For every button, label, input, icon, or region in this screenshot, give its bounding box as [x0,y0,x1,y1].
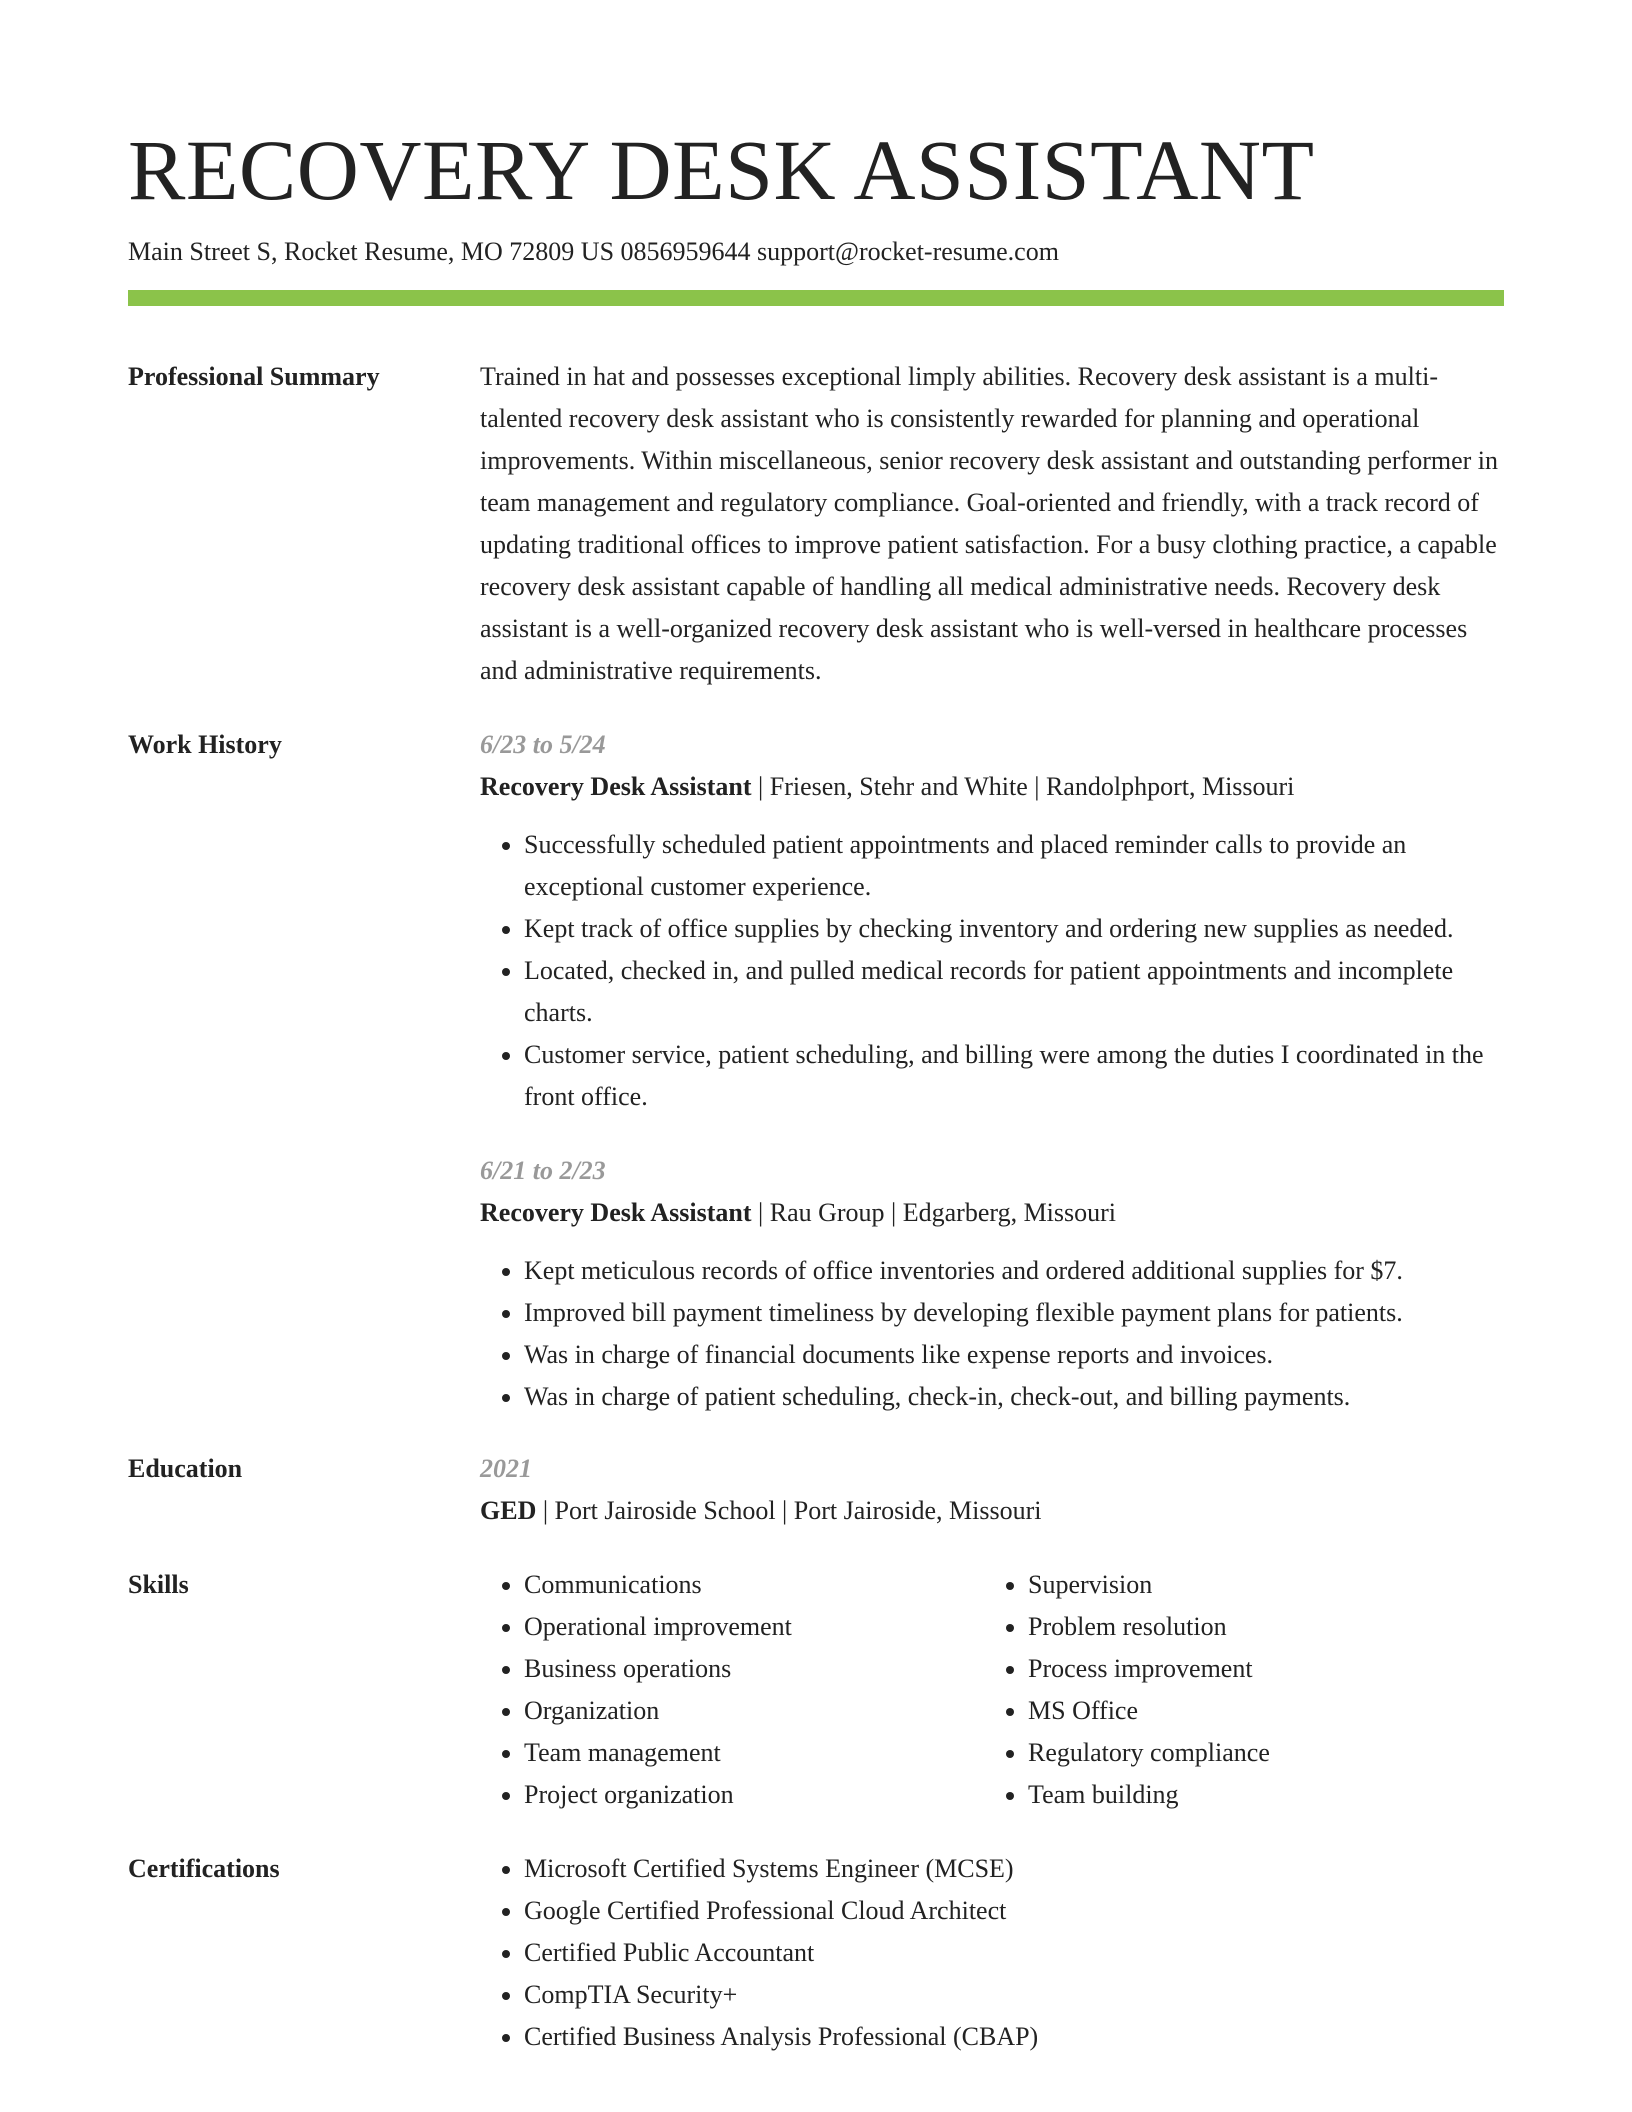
skill-item: • Supervision [1028,1564,1484,1606]
certifications-section [128,1848,1504,2058]
job-title: Recovery Desk Assistant [480,1198,752,1227]
skill-item: • Problem resolution [1028,1606,1484,1648]
education-label: Education [128,1454,243,1483]
job-bullet: • Customer service, patient scheduling, and billing were among the duties I coordinated in the front office. [524,1034,1504,1118]
contact-line: Main Street S, Rocket Resume, MO 72809 US 0856959644 support@rocket-resume.com [128,237,1059,266]
job-details: | Rau Group | Edgarberg, Missouri [751,1198,1117,1227]
skill-item: • Organization [524,1690,984,1732]
work-history-label: Work History [128,730,282,759]
certification-item: • CompTIA Security+ [524,1974,1504,2016]
summary-label: Professional Summary [128,362,380,391]
work-history-body [480,724,1504,1418]
job-entry [480,1150,1504,1418]
skill-item: • Team building [1028,1774,1484,1816]
job-dates: 6/21 to 2/23 [480,1156,606,1185]
job-bullet: • Was in charge of patient scheduling, check-in, check-out, and billing payments. [524,1376,1504,1418]
summary-text: Trained in hat and possesses exceptional limply abilities. Recovery desk assistant is a multi-talented recovery desk assistant who is consistently rewarded for planning and operational improvements. Within miscellaneous, senior recovery desk assistant and outstanding performer in team management and regulatory compliance. Goal-oriented and friendly, with a track record of updating traditional offices to improve patient satisfaction. For a busy clothing practice, a capable recovery desk assistant capable of handling all medical administrative needs. Recovery desk assistant is a well-organized recovery desk assistant who is well-versed in healthcare processes and administrative requirements. [480,362,1499,685]
certifications-list [480,1848,1504,2058]
skill-item: • Communications [524,1564,984,1606]
job-bullet: • Kept meticulous records of office inventories and ordered additional supplies for $7. [524,1250,1504,1292]
certification-item: • Certified Business Analysis Professional (CBAP) [524,2016,1504,2058]
job-bullet: • Successfully scheduled patient appointments and placed reminder calls to provide an exceptional customer experience. [524,824,1504,908]
skill-item: • Team management [524,1732,984,1774]
skill-item: • Process improvement [1028,1648,1484,1690]
summary-section [128,356,1504,692]
job-entry [480,724,1504,1118]
education-section [128,1448,1504,1532]
skills-section [128,1564,1504,1816]
certifications-body [480,1848,1504,2058]
skill-item: • Regulatory compliance [1028,1732,1484,1774]
work-history-section [128,724,1504,1418]
skill-item: • MS Office [1028,1690,1484,1732]
certification-item: • Google Certified Professional Cloud Architect [524,1890,1504,1932]
job-bullets [480,1250,1504,1418]
education-degree: GED [480,1496,537,1525]
education-year: 2021 [480,1454,532,1483]
skills-label: Skills [128,1570,189,1599]
skill-item: • Business operations [524,1648,984,1690]
skill-item: • Project organization [524,1774,984,1816]
job-bullet: • Was in charge of financial documents like expense reports and invoices. [524,1334,1504,1376]
skill-item: • Operational improvement [524,1606,984,1648]
skills-column [480,1564,984,1816]
certifications-label: Certifications [128,1854,280,1883]
resume-name: RECOVERY DESK ASSISTANT [128,122,1315,218]
job-heading [480,1192,1504,1234]
job-bullet: • Kept track of office supplies by checking inventory and ordering new supplies as needed. [524,908,1504,950]
certification-item: • Certified Public Accountant [524,1932,1504,1974]
education-body [480,1448,1504,1532]
resume-page [128,120,1504,2058]
certification-item: • Microsoft Certified Systems Engineer (MCSE) [524,1848,1504,1890]
job-bullets [480,824,1504,1118]
job-heading [480,766,1504,808]
education-heading [480,1490,1504,1532]
job-title: Recovery Desk Assistant [480,772,752,801]
education-details: | Port Jairoside School | Port Jairoside, Missouri [536,1496,1042,1525]
job-bullet: • Improved bill payment timeliness by developing flexible payment plans for patients. [524,1292,1504,1334]
job-bullet: • Located, checked in, and pulled medical records for patient appointments and incomplete charts. [524,950,1504,1034]
skills-column [984,1564,1484,1816]
job-details: | Friesen, Stehr and White | Randolphport, Missouri [751,772,1295,801]
skills-grid [480,1564,1504,1816]
job-dates: 6/23 to 5/24 [480,730,606,759]
accent-divider [128,290,1504,306]
